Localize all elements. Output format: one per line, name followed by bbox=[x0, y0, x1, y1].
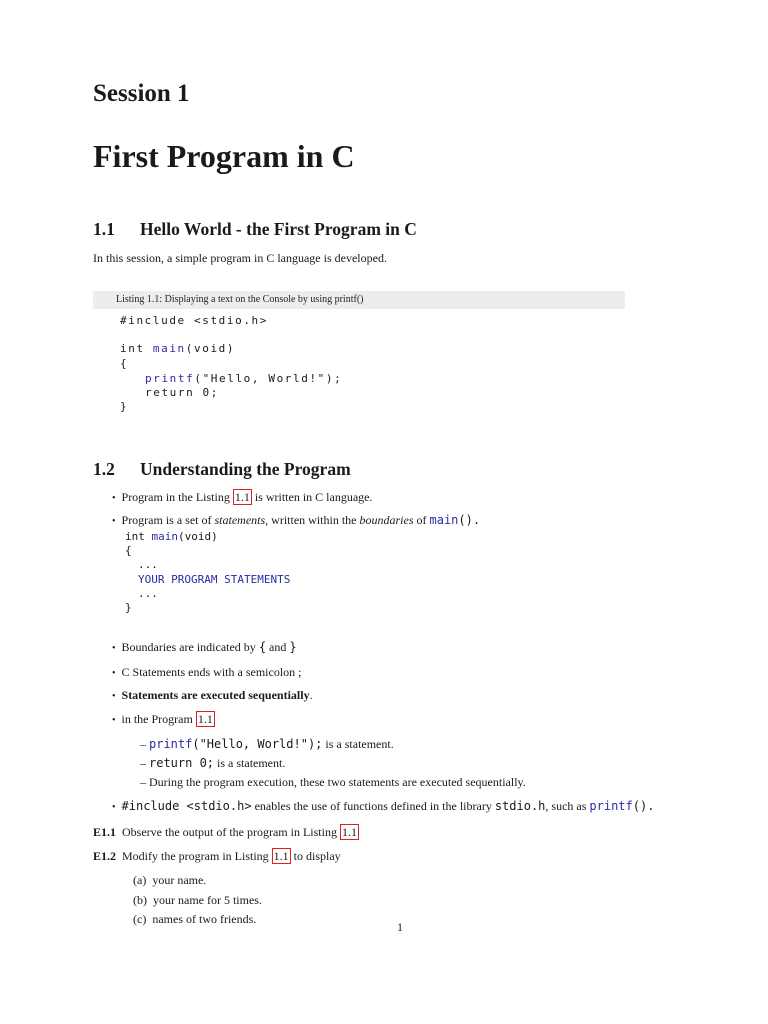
section-number: 1.2 bbox=[93, 459, 115, 479]
list-item: • C Statements ends with a semicolon ; bbox=[112, 665, 302, 679]
bullet-icon: • bbox=[112, 715, 116, 726]
page-number: 1 bbox=[397, 920, 403, 934]
listing-reference-link[interactable]: 1.1 bbox=[234, 490, 250, 504]
exercise-1-1: E1.1 Observe the output of the program in Listing 1.1 bbox=[93, 825, 357, 839]
sub-list-item: – return 0; is a statement. bbox=[140, 756, 286, 770]
listing-reference-link[interactable]: 1.1 bbox=[341, 825, 357, 839]
bullet-icon: • bbox=[112, 516, 116, 527]
section-number: 1.1 bbox=[93, 219, 115, 239]
code-line: { bbox=[125, 544, 132, 557]
intro-paragraph: In this session, a simple program in C language is developed. bbox=[93, 251, 387, 265]
exercise-1-2: E1.2 Modify the program in Listing 1.1 to display bbox=[93, 849, 341, 863]
list-item: • in the Program 1.1 bbox=[112, 712, 213, 726]
code-line: { bbox=[120, 357, 129, 370]
code-line: return 0; bbox=[145, 386, 220, 399]
listing-caption: Listing 1.1: Displaying a text on the Console by using printf() bbox=[93, 291, 625, 309]
section-heading-1-2 bbox=[93, 459, 351, 480]
list-item: • Program is a set of statements, written within the boundaries of main(). bbox=[112, 513, 481, 527]
section-title: Hello World - the First Program in C bbox=[140, 219, 417, 239]
list-item: • Statements are executed sequentially. bbox=[112, 688, 313, 702]
exercise-item: (b) your name for 5 times. bbox=[133, 893, 262, 907]
bullet-icon: • bbox=[112, 691, 116, 702]
code-line: int main(void) bbox=[125, 530, 218, 543]
code-line: printf("Hello, World!"); bbox=[145, 372, 343, 385]
section-heading-1-1 bbox=[93, 219, 417, 240]
code-function-name: main bbox=[152, 342, 186, 355]
code-line: int main(void) bbox=[120, 342, 236, 355]
bullet-icon: • bbox=[112, 493, 116, 504]
exercise-item: (c) names of two friends. bbox=[133, 912, 257, 926]
session-label: Session 1 bbox=[93, 80, 190, 107]
code-function-name: printf bbox=[145, 372, 195, 385]
bullet-icon: • bbox=[112, 802, 116, 813]
inline-code: main bbox=[429, 513, 459, 527]
code-line: } bbox=[120, 400, 129, 413]
listing-reference-link[interactable]: 1.1 bbox=[197, 712, 213, 726]
code-line: ... bbox=[138, 558, 158, 571]
code-line: YOUR PROGRAM STATEMENTS bbox=[138, 573, 291, 586]
code-line: ... bbox=[138, 587, 158, 600]
list-item: • Boundaries are indicated by { and } bbox=[112, 640, 297, 654]
exercise-item: (a) your name. bbox=[133, 873, 207, 887]
chapter-title: First Program in C bbox=[93, 138, 355, 174]
bullet-icon: • bbox=[112, 668, 116, 679]
list-item: • Program in the Listing 1.1 is written in C language. bbox=[112, 490, 373, 504]
sub-list-item: – During the program execution, these two statements are executed sequentially. bbox=[140, 775, 526, 789]
bullet-icon: • bbox=[112, 643, 116, 654]
list-item: • #include <stdio.h> enables the use of functions defined in the library stdio.h, such as printf(). bbox=[112, 799, 655, 813]
code-line: #include <stdio.h> bbox=[120, 314, 269, 327]
section-title: Understanding the Program bbox=[140, 459, 351, 479]
code-line: } bbox=[125, 601, 132, 614]
listing-reference-link[interactable]: 1.1 bbox=[273, 849, 289, 863]
sub-list-item: – printf("Hello, World!"); is a statement. bbox=[140, 737, 394, 751]
